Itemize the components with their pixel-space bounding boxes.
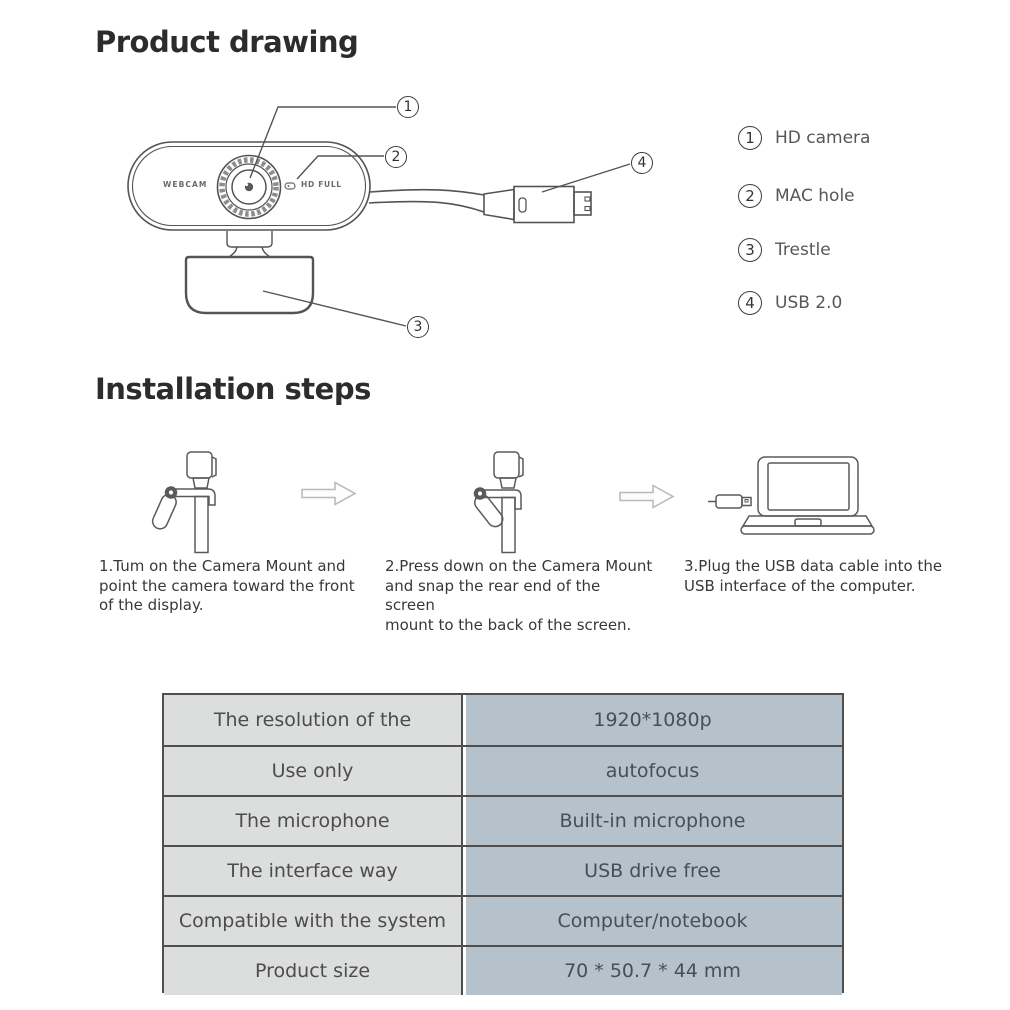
- spec-value-interface: USB drive free: [461, 845, 842, 895]
- step1-line1: 1.Tum on the Camera Mount and: [99, 557, 346, 575]
- legend-item-trestle: [738, 238, 831, 262]
- legend-label-trestle: Trestle: [775, 240, 831, 260]
- spec-label-interface: The interface way: [164, 845, 461, 895]
- step2-line2: and snap the rear end of the screen: [385, 576, 601, 614]
- step2-mount-folded-icon: [460, 445, 575, 555]
- legend-label-mac-hole: MAC hole: [775, 186, 855, 206]
- mic-hole-icon: [285, 183, 295, 189]
- legend-number-4: 4: [738, 291, 762, 315]
- spec-label-use-only: Use only: [164, 745, 461, 795]
- legend-number-2: 2: [738, 184, 762, 208]
- usb-plug-icon: [716, 495, 742, 508]
- spec-label-size: Product size: [164, 945, 461, 995]
- callout-number-2: 2: [385, 146, 407, 168]
- step1-line2: point the camera toward the front: [99, 576, 355, 595]
- spec-value-size: 70 * 50.7 * 44 mm: [461, 945, 842, 995]
- specs-table: [162, 693, 844, 993]
- callout-lines: [250, 107, 630, 326]
- callout-number-3: 3: [407, 316, 429, 338]
- spec-value-resolution: 1920*1080p: [461, 695, 842, 745]
- spec-value-use-only: autofocus: [461, 745, 842, 795]
- step1-mount-open-icon: [150, 445, 265, 555]
- installation-steps-title: Installation steps: [95, 372, 371, 406]
- arrow-right-icon: [300, 480, 358, 507]
- step3-caption: [684, 557, 952, 596]
- spec-label-compatibility: Compatible with the system: [164, 895, 461, 945]
- spec-value-microphone: Built-in microphone: [461, 795, 842, 845]
- camera-lens-icon: [218, 156, 281, 219]
- legend-label-usb: USB 2.0: [775, 293, 843, 313]
- step2-caption: [385, 557, 653, 635]
- usb-cable-icon: [369, 187, 591, 223]
- legend-label-hd-camera: HD camera: [775, 128, 871, 148]
- spec-label-microphone: The microphone: [164, 795, 461, 845]
- webcam-mount-icon: [186, 231, 313, 313]
- step2-line3: mount to the back of the screen.: [385, 615, 632, 634]
- callout-line-3: [263, 291, 406, 326]
- webcam-line-drawing: [100, 85, 700, 365]
- webcam-face-label: WEBCAM: [163, 180, 208, 189]
- arrow-right-icon: [618, 483, 676, 510]
- legend-item-mac-hole: [738, 184, 855, 208]
- callout-line-2: [297, 156, 384, 179]
- step3-laptop-icon: [700, 450, 890, 550]
- spec-label-resolution: The resolution of the: [164, 695, 461, 745]
- legend-item-usb: [738, 291, 842, 315]
- hd-full-label: HD FULL: [301, 180, 342, 189]
- callout-line-4: [542, 164, 630, 192]
- callout-number-1: 1: [397, 96, 419, 118]
- product-drawing-title: Product drawing: [95, 25, 359, 59]
- step2-line1: 2.Press down on the Camera Mount: [385, 557, 653, 575]
- callout-number-4: 4: [631, 152, 653, 174]
- legend-number-1: 1: [738, 126, 762, 150]
- step3-line1: 3.Plug the USB data cable into the: [684, 557, 943, 575]
- step1-line3: of the display.: [99, 596, 204, 614]
- step1-caption: [99, 557, 361, 616]
- legend-item-hd-camera: [738, 126, 870, 150]
- legend-number-3: 3: [738, 238, 762, 262]
- spec-value-compatibility: Computer/notebook: [461, 895, 842, 945]
- step3-line2: USB interface of the computer.: [684, 576, 916, 595]
